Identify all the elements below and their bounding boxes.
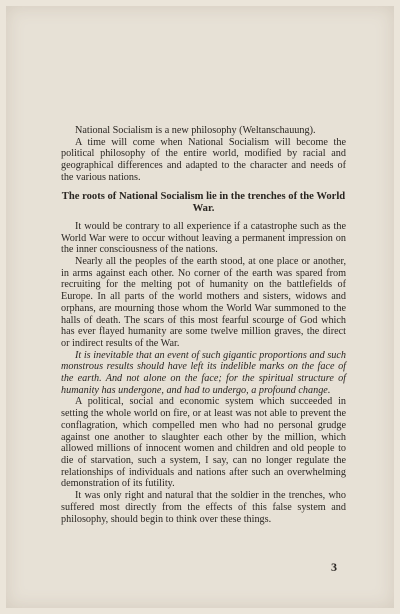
- book-page: [6, 6, 394, 608]
- body-text: [61, 125, 346, 525]
- paragraph-2: Nearly all the peoples of the earth stood, at one place or another, in arms against each other. No corner of the earth was spared from recruiting for the melting pot of humanity on the battlefields of Europe. In all parts of the world mothers and sisters, widows and orphans, are mourning those whom the World War summoned to the halls of death. The scars of this most fearful scourge of God which has ever flayed humanity are some twelve million graves, the direct or indirect results of the War.: [61, 256, 346, 349]
- paragraph-4: A political, social and economic system which succeeded in setting the whole world on fire, or at least was not able to prevent the conflagration, which compelled men who had no personal grudge against one another to slaughter each other by the million, which allowed millions of innocent women and children and old people to die of starvation, such a system, I say, can no longer regulate the relationships of individuals and nations after such an overwhelming demonstration of its futility.: [61, 396, 346, 490]
- paragraph-intro-2: A time will come when National Socialism will become the political philosophy of the entire world, modified by racial and geographical differences and adapted to the character and needs of the various nations.: [61, 136, 346, 183]
- paragraph-1: It would be contrary to all experience if a catastrophe such as the World War were to occur without leaving a permanent impression on the inner consciousness of the nations.: [61, 220, 346, 256]
- paragraph-intro-1: National Socialism is a new philosophy (Weltanschauung).: [75, 125, 316, 136]
- page-number: 3: [331, 560, 337, 574]
- paragraph-5: It was only right and natural that the soldier in the trenches, who suffered most directly from the effects of this false system and philosophy, should begin to think over these things.: [61, 490, 346, 525]
- section-heading: The roots of National Socialism lie in the trenches of the World War.: [61, 190, 346, 214]
- paragraph-3-italic: It is inevitable that an event of such gigantic proportions and such monstrous results should have left its indelible marks on the face of the earth. And not alone on the face; for the spiritual structure of humanity has undergone, and had to undergo, a profound change.: [61, 349, 346, 396]
